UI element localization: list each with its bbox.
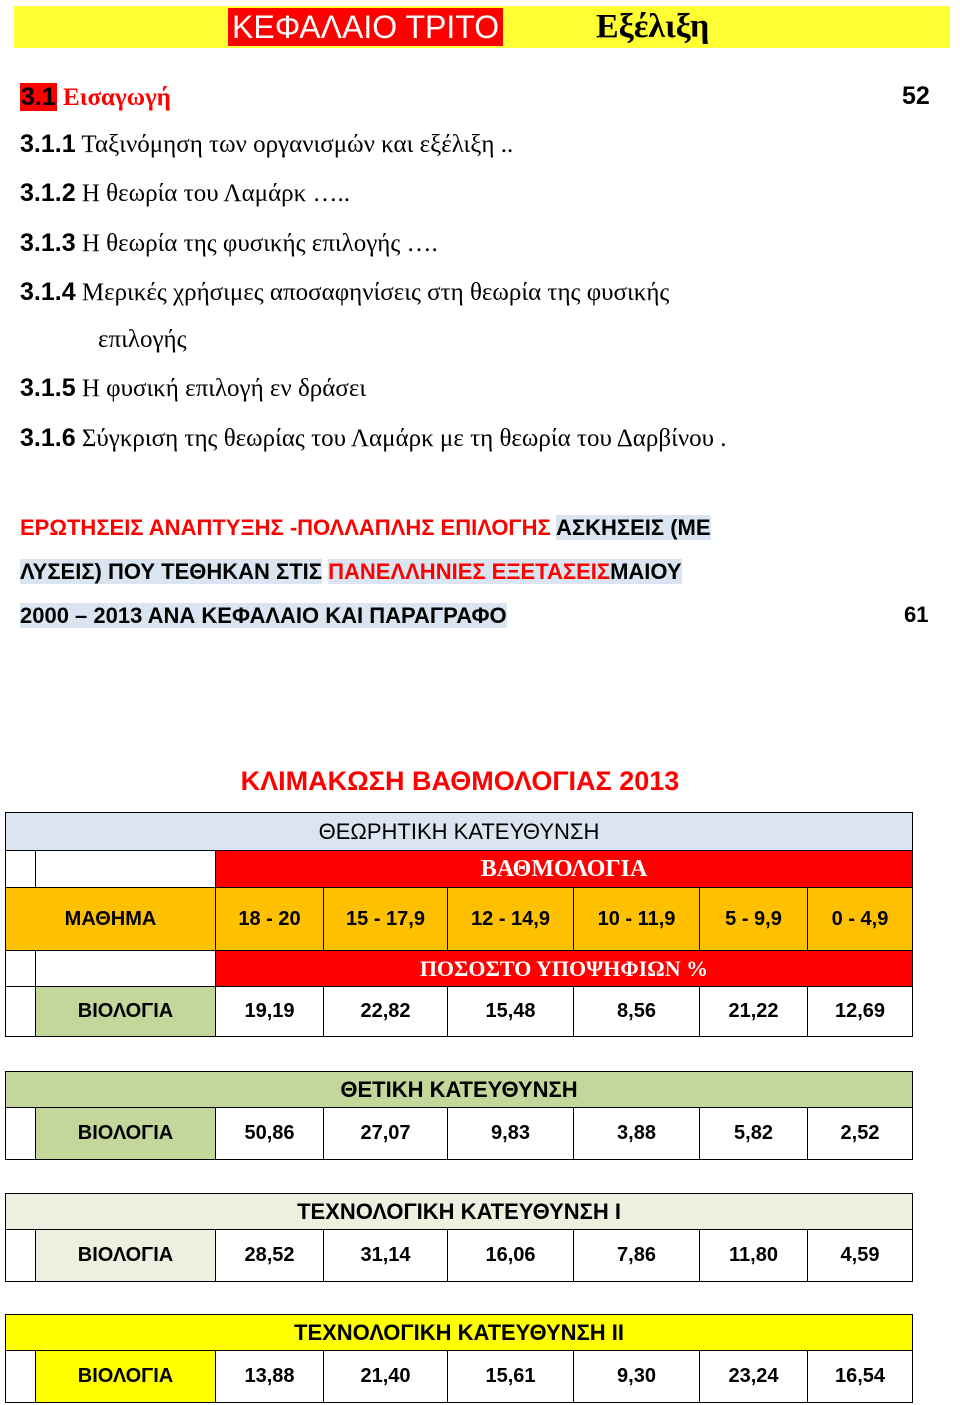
theoretical-grading-table	[5, 812, 913, 1037]
value-cell: 5,82	[700, 1108, 808, 1160]
percent-header: ΠΟΣΟΣΤΟ ΥΠΟΨΗΦΙΩΝ %	[216, 951, 913, 987]
value-cell: 15,48	[448, 987, 574, 1037]
toc-number: 3.1.1	[20, 130, 76, 158]
exam-questions-red-text: ΕΡΩΤΗΣΕΙΣ ΑΝΑΠΤΥΞΗΣ -ΠΟΛΛΑΠΛΗΣ ΕΠΙΛΟΓΗΣ	[20, 515, 551, 540]
toc-title: Η φυσική επιλογή εν δράσει	[81, 375, 367, 402]
subject-cell: ΒΙΟΛΟΓΙΑ	[36, 1351, 216, 1403]
grade-range: 0 - 4,9	[808, 888, 913, 951]
subject-cell: ΒΙΟΛΟΓΙΑ	[36, 987, 216, 1037]
exam-questions-line-1[interactable]	[20, 514, 711, 542]
value-cell: 16,54	[808, 1351, 913, 1403]
toc-title: Μερικές χρήσιμες αποσαφηνίσεις στη θεωρία της φυσικής	[81, 279, 670, 306]
positive-direction-header: ΘΕΤΙΚΗ ΚΑΤΕΥΘΥΝΣΗ	[6, 1072, 913, 1108]
value-cell: 50,86	[216, 1108, 324, 1160]
toc-item-3-1-6[interactable]	[20, 423, 727, 454]
toc-title: Η θεωρία της φυσικής επιλογής ….	[81, 230, 438, 257]
empty-cell	[36, 951, 216, 987]
empty-cell	[6, 1108, 36, 1160]
value-cell: 7,86	[574, 1230, 700, 1282]
chapter-topic: Εξέλιξη	[596, 8, 710, 45]
chapter-label: ΚΕΦΑΛΑΙΟ ΤΡΙΤΟ	[228, 8, 503, 46]
empty-cell	[6, 951, 36, 987]
value-cell: 16,06	[448, 1230, 574, 1282]
empty-cell	[36, 851, 216, 888]
toc-number: 3.1.5	[20, 374, 76, 402]
exam-questions-red-text: ΠΑΝΕΛΛΗΝΙΕΣ ΕΞΕΤΑΣΕΙΣ	[328, 559, 611, 584]
value-cell: 8,56	[574, 987, 700, 1037]
toc-page-number: 52	[902, 82, 930, 110]
toc-item-3-1-4-cont	[98, 325, 187, 355]
grade-range: 18 - 20	[216, 888, 324, 951]
exam-questions-line-3[interactable]	[20, 602, 507, 630]
exam-questions-text: 2000 – 2013 ΑΝΑ ΚΕΦΑΛΑΙΟ ΚΑΙ ΠΑΡΑΓΡΑΦΟ	[20, 603, 507, 628]
grading-title: ΚΛΙΜΑΚΩΣΗ ΒΑΘΜΟΛΟΓΙΑΣ 2013	[240, 766, 680, 796]
toc-number: 3.1	[21, 83, 56, 111]
tech2-grading-table	[5, 1314, 913, 1403]
toc-title-continuation: επιλογής	[98, 326, 187, 353]
grade-range: 10 - 11,9	[574, 888, 700, 951]
subject-column-header: ΜΑΘΗΜΑ	[6, 888, 216, 951]
value-cell: 27,07	[324, 1108, 448, 1160]
tech1-grading-table	[5, 1193, 913, 1282]
value-cell: 21,22	[700, 987, 808, 1037]
value-cell: 2,52	[808, 1108, 913, 1160]
tech2-direction-header: ΤΕΧΝΟΛΟΓΙΚΗ ΚΑΤΕΥΘΥΝΣΗ ΙΙ	[6, 1315, 913, 1351]
empty-cell	[6, 987, 36, 1037]
toc-item-3-1-4[interactable]	[20, 277, 669, 308]
exam-questions-line-2[interactable]	[20, 558, 682, 586]
value-cell: 11,80	[700, 1230, 808, 1282]
value-cell: 3,88	[574, 1108, 700, 1160]
value-cell: 23,24	[700, 1351, 808, 1403]
toc-title: Σύγκριση της θεωρίας του Λαμάρκ με τη θεωρία του Δαρβίνου .	[81, 425, 727, 452]
toc-item-3-1-1[interactable]	[20, 129, 513, 160]
empty-cell	[6, 1351, 36, 1403]
toc-title: Εισαγωγή	[63, 84, 171, 111]
toc-item-3-1-2[interactable]	[20, 178, 350, 209]
exam-questions-text: ΛΥΣΕΙΣ) ΠΟΥ ΤΕΘΗΚΑΝ ΣΤΙΣ	[20, 559, 322, 584]
toc-number: 3.1.3	[20, 229, 76, 257]
empty-cell	[6, 1230, 36, 1282]
exam-questions-text: ΜΑΙΟΥ	[610, 559, 682, 584]
toc-number: 3.1.4	[20, 278, 76, 306]
toc-title: Η θεωρία του Λαμάρκ …..	[81, 180, 350, 207]
value-cell: 22,82	[324, 987, 448, 1037]
exam-questions-page-number: 61	[904, 602, 929, 627]
value-cell: 31,14	[324, 1230, 448, 1282]
value-cell: 4,59	[808, 1230, 913, 1282]
positive-grading-table	[5, 1071, 913, 1160]
tech1-direction-header: ΤΕΧΝΟΛΟΓΙΚΗ ΚΑΤΕΥΘΥΝΣΗ Ι	[6, 1194, 913, 1230]
value-cell: 9,83	[448, 1108, 574, 1160]
toc-item-3-1-3[interactable]	[20, 228, 438, 259]
value-cell: 13,88	[216, 1351, 324, 1403]
value-cell: 19,19	[216, 987, 324, 1037]
grade-range: 12 - 14,9	[448, 888, 574, 951]
value-cell: 12,69	[808, 987, 913, 1037]
toc-item-3-1-5[interactable]	[20, 373, 366, 404]
empty-cell	[6, 851, 36, 888]
subject-cell: ΒΙΟΛΟΓΙΑ	[36, 1108, 216, 1160]
value-cell: 15,61	[448, 1351, 574, 1403]
toc-title: Ταξινόμηση των οργανισμών και εξέλιξη ..	[81, 131, 514, 158]
value-cell: 21,40	[324, 1351, 448, 1403]
value-cell: 9,30	[574, 1351, 700, 1403]
grade-range: 15 - 17,9	[324, 888, 448, 951]
theoretical-direction-header: ΘΕΩΡΗΤΙΚΗ ΚΑΤΕΥΘΥΝΣΗ	[6, 813, 913, 851]
grade-range: 5 - 9,9	[700, 888, 808, 951]
value-cell: 28,52	[216, 1230, 324, 1282]
toc-section-3-1[interactable]	[20, 82, 171, 113]
exam-questions-text: ΑΣΚΗΣΕΙΣ (ΜΕ	[556, 515, 711, 540]
toc-number: 3.1.2	[20, 179, 76, 207]
grade-header: ΒΑΘΜΟΛΟΓΙΑ	[216, 851, 913, 888]
toc-number: 3.1.6	[20, 424, 76, 452]
subject-cell: ΒΙΟΛΟΓΙΑ	[36, 1230, 216, 1282]
